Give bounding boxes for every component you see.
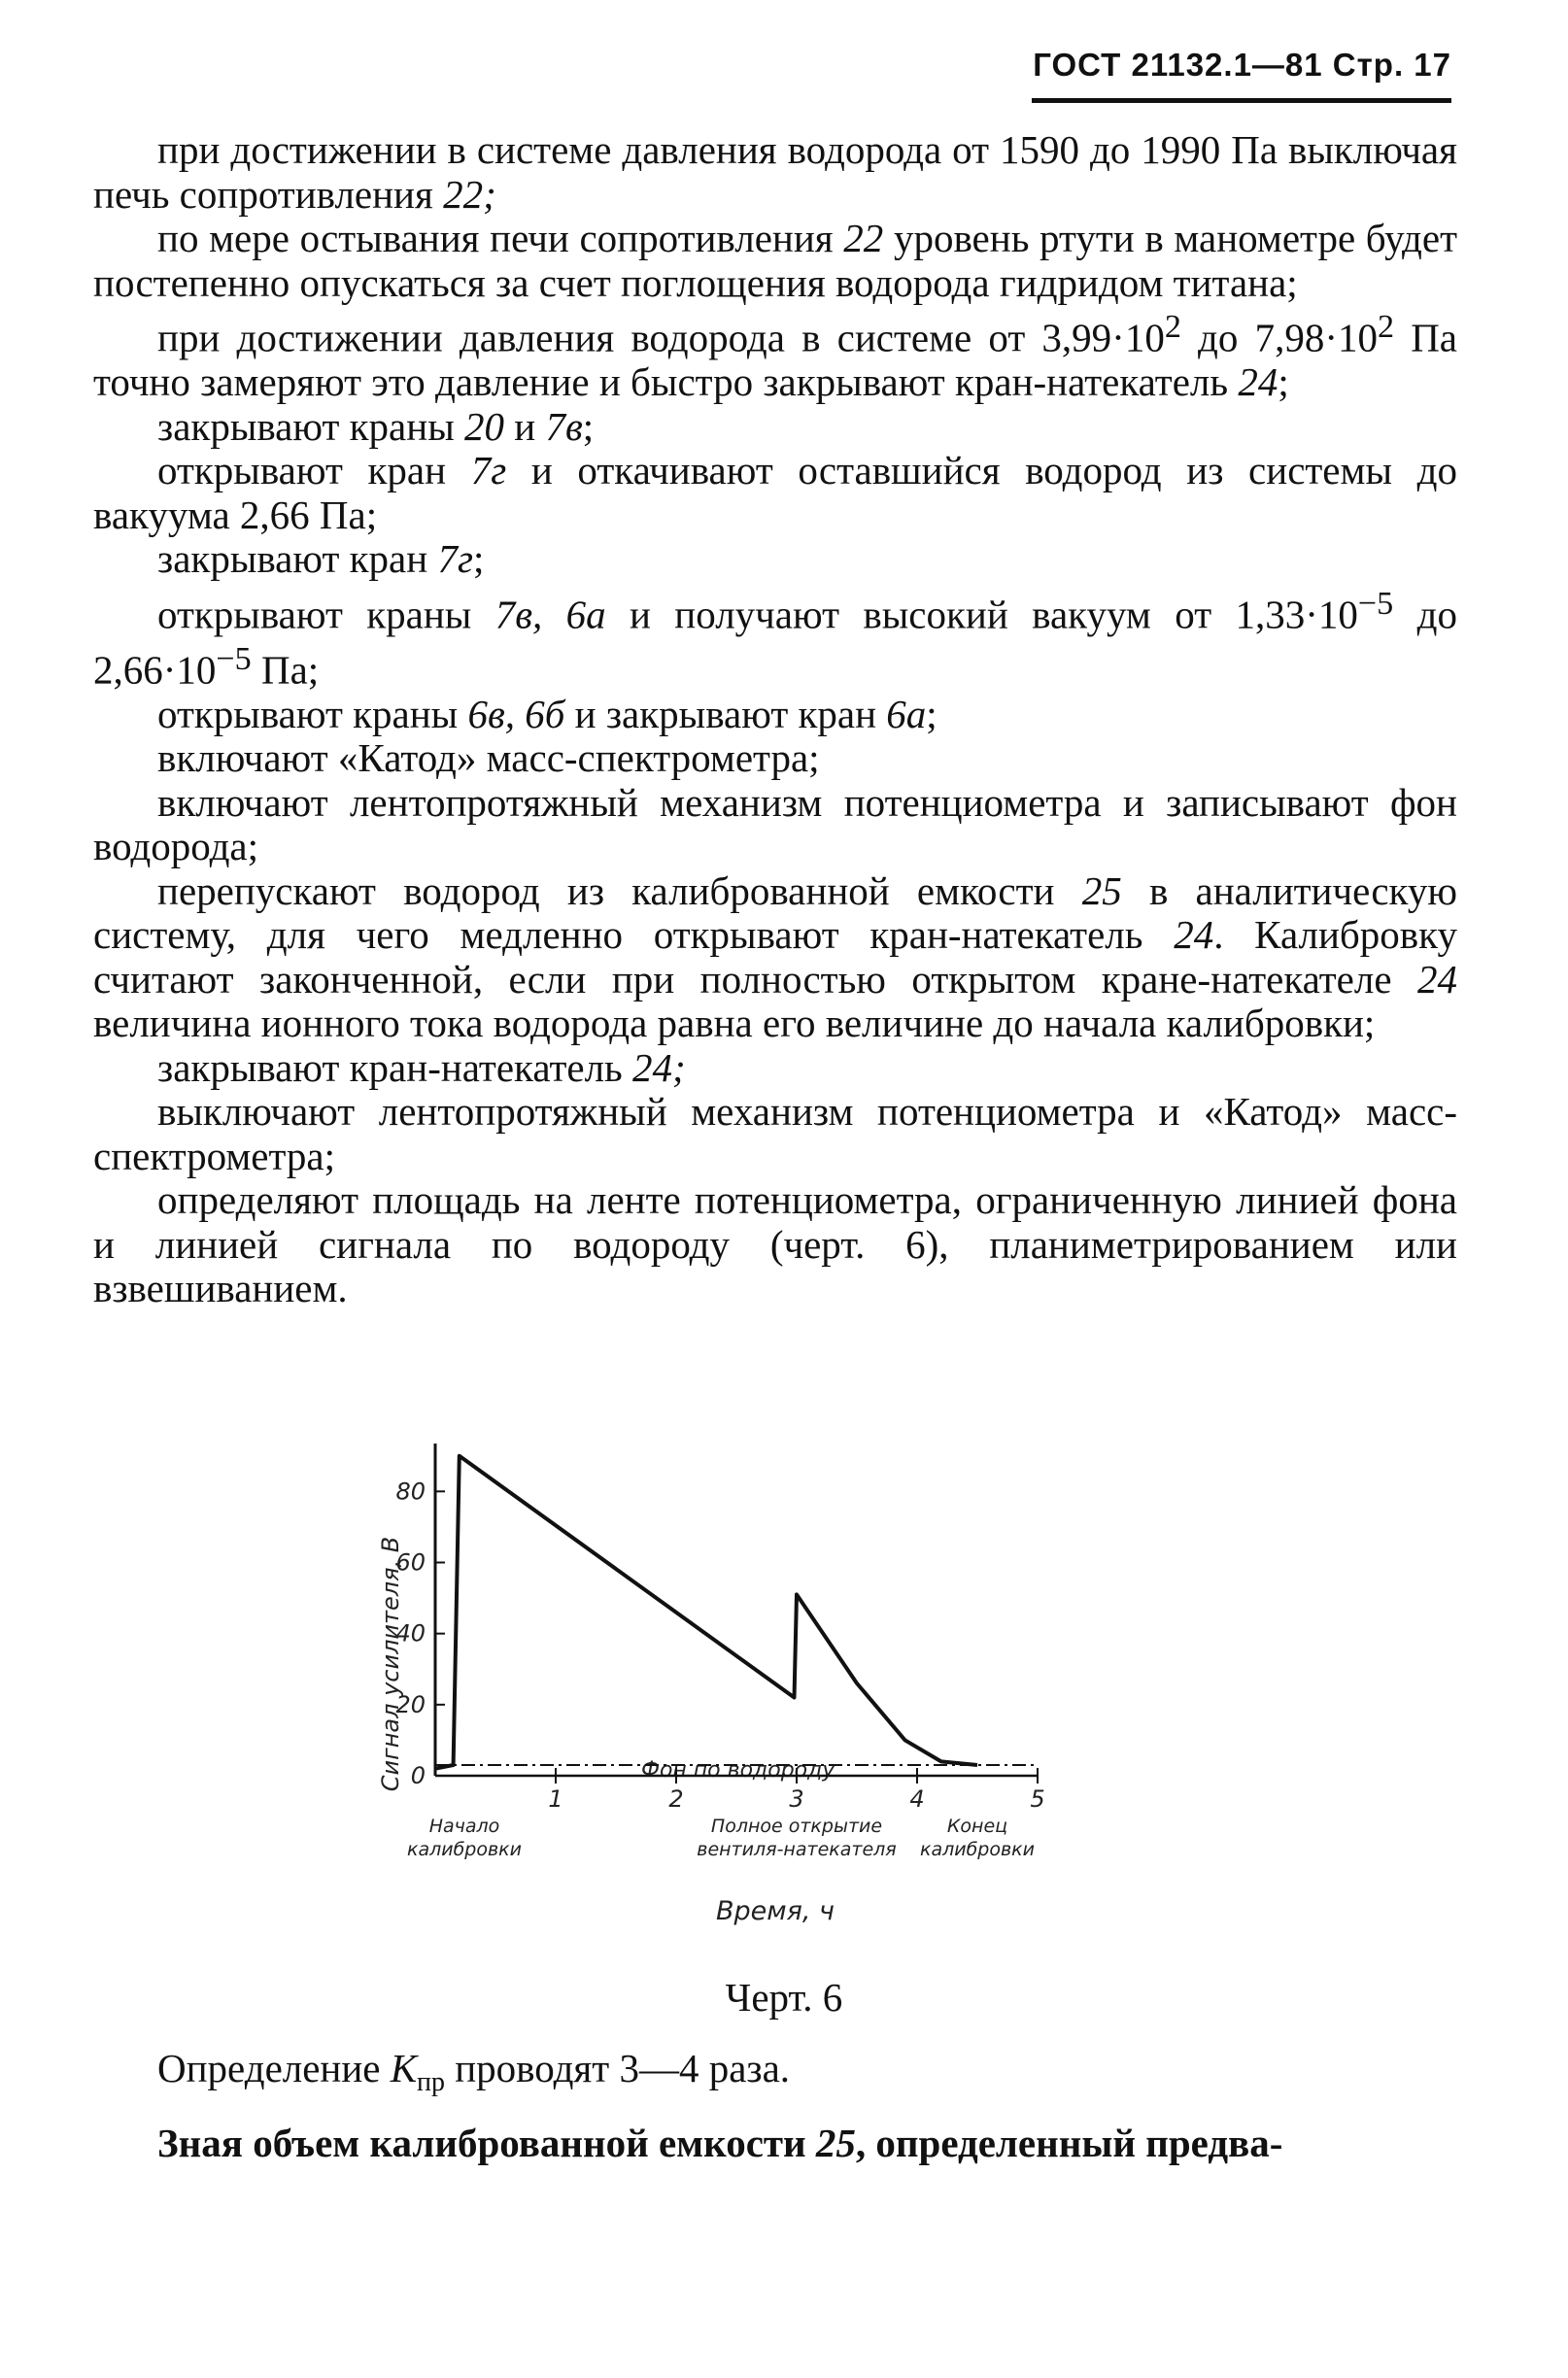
y-tick-label: 20 — [395, 1690, 426, 1718]
paragraph: включают «Катод» масс-спектрометра; — [157, 735, 820, 781]
paragraph: при достижении давления водорода в системе от $3,99\cdot 10^2$ до $7,98\cdot 10^2$ Па точно замеряют это давление и быстро закрывают кран-натекатель 24; — [93, 309, 1458, 405]
y-tick-label: 0 — [410, 1762, 426, 1789]
annotation-label: вентиля-натекателя — [697, 1839, 897, 1860]
x-tick-label: 2 — [668, 1785, 684, 1813]
paragraph: включают лентопротяжный механизм потенциометра и записывают фон водорода; — [93, 779, 1457, 869]
paragraph: по мере остывания печи сопротивления 22 уровень ртути в манометре будет постепенно опускаться за счет поглощения водорода гидридом титана; — [93, 216, 1458, 305]
figure-caption: Черт. 6 — [725, 1975, 843, 2020]
x-tick-label: 4 — [909, 1785, 925, 1813]
paragraph: выключают лентопротяжный механизм потенциометра и «Катод» масс-спектрометра; — [93, 1089, 1457, 1178]
tail-line-1: Определение $К_{пр}$ проводят 3—4 раза. — [157, 2046, 791, 2098]
figure-6 — [359, 1426, 1185, 1941]
annotation-label: Полное открытие — [710, 1816, 883, 1837]
signal-chart — [359, 1426, 1185, 1941]
y-tick-label: 40 — [395, 1619, 426, 1648]
x-tick-label: 3 — [789, 1785, 804, 1813]
paragraph: определяют площадь на ленте потенциометра, ограниченную линией фона и линией сигнала по водороду (черт. 6), планиметрированием или взвешиванием. — [93, 1177, 1457, 1311]
paragraph: при достижении в системе давления водорода от 1590 до 1990 Па выключая печь сопротивления 22; — [93, 127, 1457, 217]
tail-text — [157, 2038, 1459, 2173]
paragraph: открывают краны 6в, 6б и закрывают кран 6а; — [157, 691, 937, 736]
x-tick-label: 5 — [1030, 1785, 1045, 1813]
annotation-label: калибровки — [919, 1839, 1036, 1860]
paragraph: закрывают кран-натекатель 24; — [157, 1044, 686, 1090]
y-tick-label: 80 — [395, 1478, 426, 1506]
paragraph: открывают краны 7в, 6а и получают высокий вакуум от $1,33\cdot 10^{-5}$ до $2,66\cdot 10^{-5}$ Па; — [93, 585, 1457, 693]
annotation-label: Начало — [428, 1816, 500, 1837]
paragraph: перепускают водород из калиброванной емкости 25 в аналитическую систему, для чего медленно открывают кран-натекатель 24. Калибровку считают законченной, если при полностью открытом кране-натекателе 24 величина ионного тока водорода равна его величине до начала калибровки; — [93, 867, 1457, 1046]
y-tick-label: 60 — [395, 1548, 426, 1577]
paragraph: закрывают кран 7г; — [157, 536, 485, 582]
paragraph: открывают кран 7г и откачивают оставшийся водород из системы до вакуума 2,66 Па; — [93, 448, 1457, 537]
background-label: Фон по водороду — [641, 1758, 835, 1783]
tail-line-2: Зная объем калиброванной емкости 25, определенный предва- — [157, 2121, 1283, 2166]
annotation-label: Конец — [946, 1816, 1008, 1837]
page-header: ГОСТ 21132.1—81 Стр. 17 — [1032, 41, 1451, 103]
annotation-label: калибровки — [406, 1839, 523, 1860]
body-text — [93, 128, 1457, 1311]
signal-series-line — [435, 1456, 977, 1769]
y-axis-label: Сигнал усилителя, В — [377, 1536, 404, 1792]
paragraph: закрывают краны 20 и 7в; — [157, 403, 595, 449]
x-axis-label: Время, ч — [715, 1896, 835, 1926]
x-tick-label: 1 — [548, 1785, 563, 1813]
